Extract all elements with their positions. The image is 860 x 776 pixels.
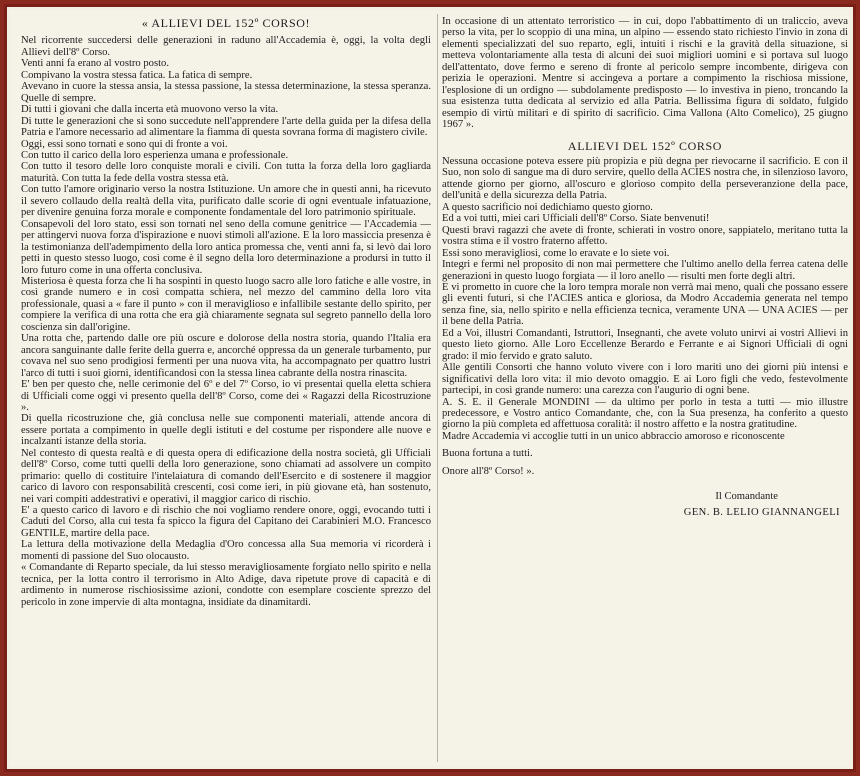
paragraph: Oggi, essi sono tornati e sono qui di fronte a voi.	[21, 138, 228, 150]
closing-good-luck: Buona fortuna a tutti.	[442, 448, 533, 460]
paragraph: « Comandante di Reparto speciale, da lui stesso meravigliosamente forgiato nello spirito e nella tecnica, per la lotta contro il terrorismo in Alto Adige, dava ripetute prove di capacità e di ardimento in numerose rischiosissime azioni, condotte con esemplare cosciente sprezzo del pericolo in zone impervie di alta montagna, insidiate da dinamitardi.	[21, 562, 431, 608]
left-title: « ALLIEVI DEL 152º CORSO!	[141, 16, 311, 30]
left-column	[21, 16, 431, 608]
paragraph: A. S. E. il Generale MONDINI — da ultimo per porlo in testa a tutti — mio illustre predecessore, e Vostro antico Comandante, che, con la Sua presenza, ha conferito a questo giorno la più completa ed affettuosa coralità: il nostro affetto e la nostra gratitudine.	[442, 396, 848, 431]
paragraph: E' a questo carico di lavoro e di rischio che noi vogliamo rendere onore, oggi, evocando tutti i Caduti del Corso, alla cui testa fa spicco la figura del Capitano dei Carabinieri M.O. Francesco GENTILE, martire della pace.	[21, 505, 431, 539]
paragraph: Una rotta che, partendo dalle ore più oscure e dolorose della nostra storia, quando l'Italia era ancora sanguinante dalle ferite della guerra e, ancorché oppressa da un generale turbamento, pur covava nel suo seno prodigiosi fermenti per una nuova vita, ha accompagnato per quattro lustri l'arco di tutti i suoi giorni, identificandosi con la stessa linea cabrante della nostra rinascita.	[21, 333, 431, 379]
document-page	[10, 10, 850, 766]
signature-role: Il Comandante	[715, 491, 778, 503]
paragraph: Essi sono meravigliosi, come lo eravate e lo siete voi.	[442, 247, 670, 259]
paragraph: Di tutti i giovani che dalla incerta età muovono verso la vita.	[21, 104, 279, 116]
paragraph: Alle gentili Consorti che hanno voluto vivere con i loro mariti uno dei giorni più intensi e significativi della loro vita: il mio devoto omaggio. E ai Loro figli che vedo, festevolmente partecipi, in così grande numero: una carezza con l'augurio di ogni bene.	[442, 362, 848, 397]
paragraph: Consapevoli del loro stato, essi son tornati nel seno della comune genitrice — l'Accademia — per attingervi nuova forza d'ispirazione e nuovi stimoli all'azione. E la loro massiccia presenza è la testimonianza dell'adempimento della loro antica promessa che, venti anni fa, si levò dai loro petti in questo stesso luogo, così come è il segno della loro determinazione a prodursi in tutto il loro futuro come in una offerta conclusiva.	[21, 218, 431, 276]
paragraph: Ed a Voi, illustri Comandanti, Istruttori, Insegnanti, che avete voluto unirvi ai vostri Allievi in questo lieto giorno. Alle Loro Eccellenze Berardo e Ferrante e ai Signori Ufficiali di ogni grado: il mio fervido e grato saluto.	[442, 327, 848, 362]
paragraph: Nessuna occasione poteva essere più propizia e più degna per rievocarne il sacrificio. E con il Suo, non solo di sangue ma di duro servire, quello della ACIES nostra che, in silenzioso lavoro, attende giorno per giorno, all'oscuro e glorioso compito della perseveranzione della pace, dell'unità e della sicurezza della Patria.	[442, 155, 848, 202]
right-title: ALLIEVI DEL 152º CORSO	[567, 138, 723, 153]
right-intro-paragraphs	[442, 16, 848, 131]
left-paragraphs	[21, 35, 431, 608]
paragraph: Avevano in cuore la stessa ansia, la stessa passione, la stessa determinazione, la stessa speranza. Quelle di sempre.	[21, 81, 431, 104]
column-divider	[437, 14, 438, 762]
paragraph: Misteriosa è questa forza che li ha sospinti in questo luogo sacro alle loro fatiche e alle vostre, in così grande numero e in così compatta schiera, nel mezzo del cammino della loro vita professionale, quasi a « fare il punto » con il meraviglioso e infallibile sestante dello spirito, per compiere la verifica di una rotta che era già chiaramente segnata sul segreto pannello della loro coscienza sin dall'origine.	[21, 275, 431, 333]
closing-honor: Onore all'8º Corso! ».	[442, 465, 535, 477]
signature-name: GEN. B. LELIO GIANNANGELI	[683, 506, 840, 518]
paragraph: Compivano la vostra stessa fatica. La fatica di sempre.	[21, 69, 253, 81]
paragraph: Ed a voi tutti, miei cari Ufficiali dell'8º Corso. Siate benvenuti!	[442, 213, 710, 225]
paragraph: Con tutto il tesoro delle loro conquiste morali e civili. Con tutta la forza della loro gagliarda maturità. Con tutta la fede della vostra stessa età.	[21, 161, 431, 184]
paragraph: Nel contesto di questa realtà e di questa opera di edificazione della nostra società, gli Ufficiali dell'8º Corso, come tutti quelli della loro generazione, sono chiamati ad assolvere un compito primario: quello di costituire l'intelaiatura di comando dell'Esercito e di sostenere il maggior carico di lavoro con responsabilità crescenti, così come ieri, in più giovane età, han sostenuto, nei vari compiti addestrativi e operativi, il maggior carico di rischio.	[21, 447, 431, 505]
paragraph: Di tutte le generazioni che si sono succedute nell'apprendere l'arte della guida per la difesa della Patria e l'amore necessario ad alimentare la fiamma di questa sovrana forma di magistero civile.	[21, 115, 431, 139]
paragraph: Di quella ricostruzione che, già conclusa nelle sue componenti materiali, attende ancora di essere portata a compimento in quelle degli istituti e del costume per rispondere alle nuove e incalzanti istanze della storia.	[21, 413, 431, 448]
paragraph: Madre Accademia vi accoglie tutti in un unico abbraccio amoroso e riconoscente	[442, 430, 785, 442]
right-paragraphs	[442, 156, 848, 442]
paragraph: Venti anni fa erano al vostro posto.	[21, 58, 169, 70]
paragraph: In occasione di un attentato terroristico — in cui, dopo l'abbattimento di un traliccio, aveva perso la vita, per lo scoppio di una mina, un alpino — essendo stato richiesto l'invio in zona di elementi specializzati del suo reparto, egli, intuiti i rischi e la gravità della situazione, si metteva volontariamente alla testa di alcuni dei suoi migliori uomini e si portava sul luogo dell'attentato, dove fermo e sereno di fronte al pericolo sempre incombente, dirigeva con perizia le operazioni. Mentre si accingeva a portare a compimento la rischiosa missione, l'esplosione di un ordigno — subdolamente predisposto — lo investiva in pieno, troncando la sua esistenza tutta dedicata al servizio ed alla Patria. Bellissima figura di soldato, fulgido esempio di virtù militari e di spirito di sacrificio. Cima Vallona (Alto Comelico), 25 giugno 1967 ».	[442, 16, 848, 131]
page-frame	[4, 4, 856, 772]
paragraph: Con tutto il carico della loro esperienza umana e professionale.	[21, 149, 289, 161]
paragraph: Questi bravi ragazzi che avete di fronte, schierati in vostro onore, sappiatelo, meritano tutta la vostra stima e il vostro fraterno affetto.	[442, 224, 848, 248]
paragraph: La lettura della motivazione della Medaglia d'Oro concessa alla Sua memoria vi ricorderà i momenti di passione del Suo olocausto.	[21, 539, 431, 562]
paragraph: Con tutto l'amore originario verso la nostra Istituzione. Un amore che in questi anni, ha ricevuto il severo collaudo della realtà della vita, purificato dalle scorie di ogni eventuale infatuazione, per divenire genuina forza morale e componente fondamentale del loro patrimonio spirituale.	[21, 184, 431, 219]
paragraph: A questo sacrificio noi dedichiamo questo giorno.	[442, 201, 653, 213]
right-column	[442, 16, 848, 518]
paragraph: Nel ricorrente succedersi delle generazioni in raduno all'Accademia è, oggi, la volta degli Allievi dell'8º Corso.	[21, 35, 431, 58]
paragraph: Integri e fermi nel proposito di non mai permettere che l'ultimo anello della ferrea catena delle generazioni in questo luogo forgiata — il loro anello — risulti men forte degli altri.	[442, 259, 848, 282]
paragraph: E' ben per questo che, nelle cerimonie del 6º e del 7º Corso, io vi presentai quella eletta schiera di Ufficiali come oggi vi presento quella dell'8º Corso, come dei « Ragazzi della Ricostruzione ».	[21, 379, 431, 413]
paragraph: E vi prometto in cuore che la loro tempra morale non verrà mai meno, quali che possano essere gli eventi futuri, sì che l'ACIES antica e gloriosa, da Modro Accademia generata nel tempo senza fine, sia, nello spirito e nella efficienza tecnica, veramente UNA — UNA ACIES — per il bene della Patria.	[442, 281, 848, 328]
